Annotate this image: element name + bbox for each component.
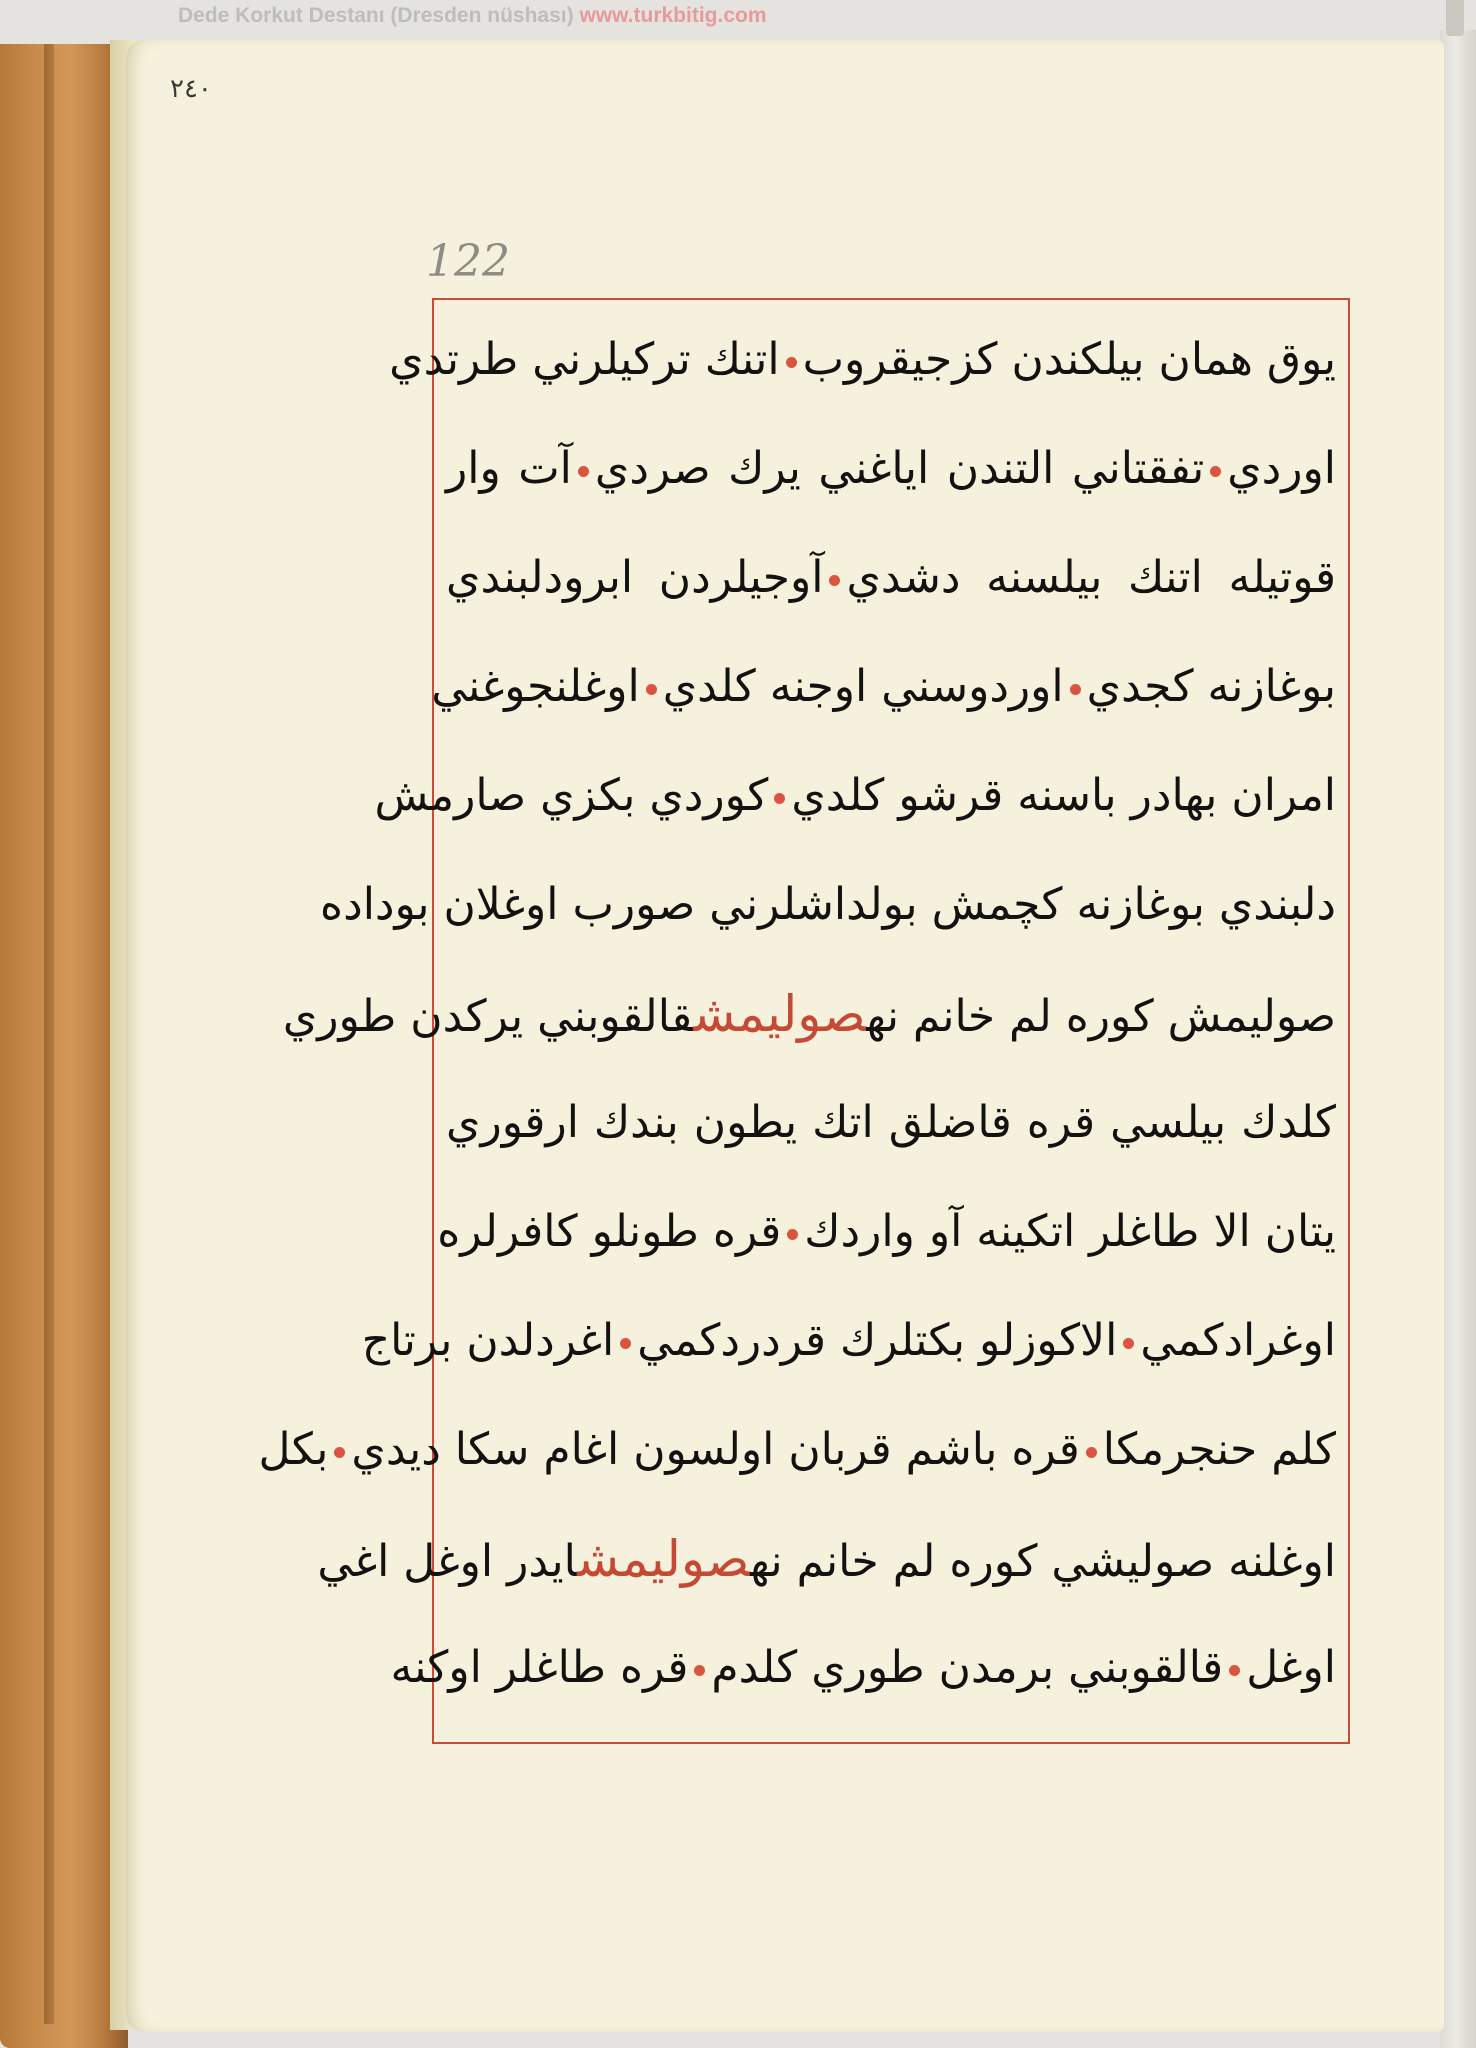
text-line-2: اورديتفقتاني التندن اياغني يرك صرديآت وار [446, 443, 1336, 494]
manuscript-text [258, 318, 1336, 1738]
punctuation-dot [1086, 1447, 1097, 1458]
text-line-9: يتان الا طاغلر اتكينه آو واردكقره طونلو كافرلره [437, 1206, 1336, 1257]
watermark [178, 4, 767, 28]
punctuation-dot [578, 466, 589, 477]
page-stack-edge [1440, 30, 1476, 2048]
text-line-7: صوليمش كوره لم خانم نهصوليمشقالقوبني يركدن طوري [282, 985, 1336, 1043]
punctuation-dot [774, 793, 785, 804]
rubric-word: صوليمش [577, 1530, 751, 1588]
text-line-5: امران بهادر باسنه قرشو كلديكوردي بكزي صارمش [374, 770, 1336, 821]
clip-mark [1446, 0, 1464, 36]
text-line-11: كلم حنجرمكاقره باشم قربان اولسون اغام سكا ديديبكل [258, 1424, 1336, 1475]
watermark-url: www.turkbitig.com [579, 4, 767, 27]
punctuation-dot [829, 575, 840, 586]
text-line-12: اوغلنه صوليشي كوره لم خانم نهصوليمشايدر اوغل اغي [317, 1530, 1336, 1588]
text-line-1: يوق همان بيلكندن كزجيقروباتنك تركيلرني طرتدي [389, 334, 1336, 385]
punctuation-dot [1070, 684, 1081, 695]
punctuation-dot [694, 1665, 705, 1676]
rubric-word: صوليمش [693, 985, 867, 1043]
text-line-13: اوغلقالقوبني برمدن طوري كلدمقره طاغلر اوكنه [390, 1642, 1336, 1693]
text-line-10: اوغرادكميالاكوزلو بكتلرك قردردكمياغردلدن برتاج [361, 1315, 1336, 1366]
punctuation-dot [1229, 1665, 1240, 1676]
folio-number: ٢٤٠ [170, 74, 212, 104]
punctuation-dot [334, 1447, 345, 1458]
binding-fold [44, 44, 54, 2024]
text-line-8: كلدك بيلسي قره قاضلق اتك يطون بندك ارقوري [446, 1097, 1336, 1148]
punctuation-dot [1123, 1338, 1134, 1349]
pencil-page-number: 122 [426, 236, 510, 287]
text-line-3: قوتيله اتنك بيلسنه دشديآوجيلردن ابرودلبندي [446, 552, 1336, 603]
book-binding [0, 44, 128, 2048]
punctuation-dot [620, 1338, 631, 1349]
text-line-4: بوغازنه كجدياوردوسني اوجنه كلدياوغلنجوغني [431, 661, 1336, 712]
punctuation-dot [787, 1229, 798, 1240]
punctuation-dot [1210, 466, 1221, 477]
punctuation-dot [786, 357, 797, 368]
watermark-title: Dede Korkut Destanı (Dresden nüshası) [178, 4, 574, 27]
punctuation-dot [646, 684, 657, 695]
text-line-6: دلبندي بوغازنه كچمش بولداشلرني صورب اوغلان بوداده [320, 879, 1336, 930]
